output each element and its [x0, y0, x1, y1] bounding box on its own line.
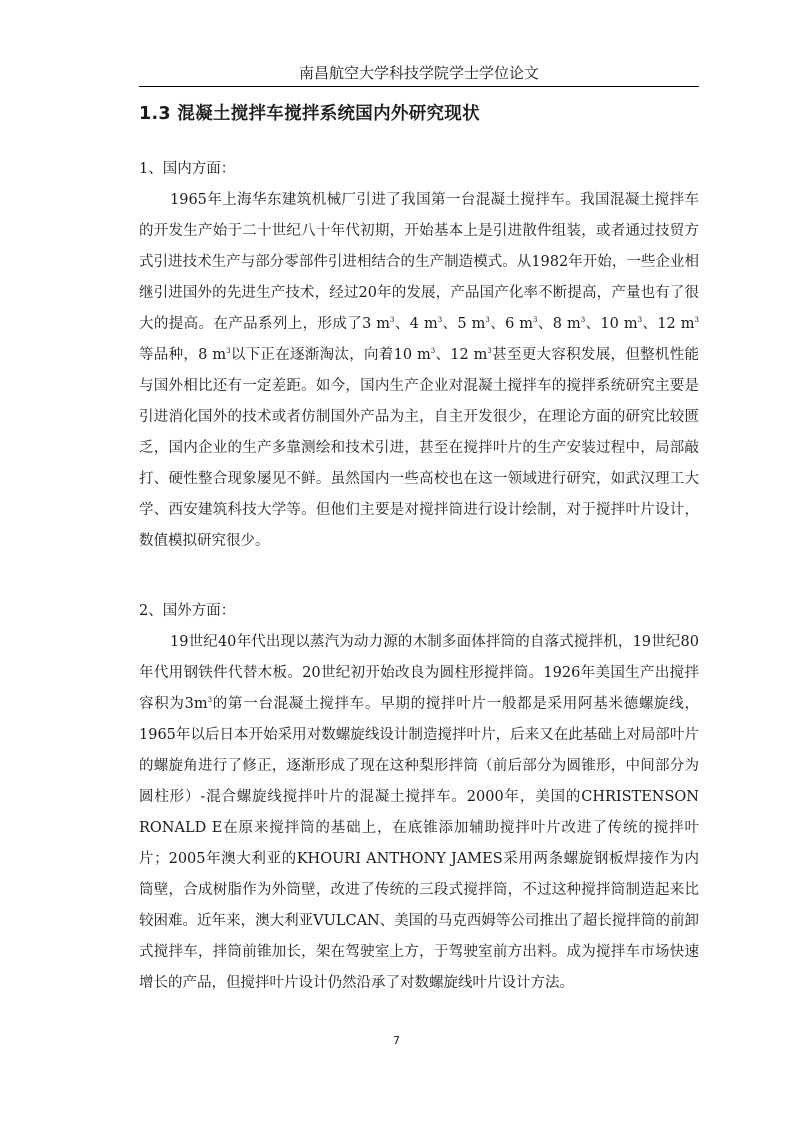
running-header: 南昌航空大学科技学院学士学位论文 — [298, 64, 539, 82]
page-number: 7 — [393, 1034, 400, 1047]
section-number: 1.3 — [139, 104, 171, 124]
domestic-paragraph: 1965年上海华东建筑机械厂引进了我国第一台混凝土搅拌车。我国混凝土搅拌车的开发生产始于二十世纪八十年代初期，开始基本上是引进散件组装，或者通过技贸方式引进技术生产与部分零部件引进相结合的生产制造模式。从1982年开始，一些企业相继引进国外的先进生产技术，经过20年的发展，产品国产化率不断提高，产量也有了很大的提高。在产品系列上，形成了3 $m^3$、4 $m^3$、5 $m^3$、6 $m^3$、8 $m^3$、10 $m^3$、12 $m^3$等品种，8 $m^3$以下正在逐渐淘汰，向着10 $m^3$、12 $m^3$甚至更大容积发展，但整机性能与国外相比还有一定差距。如今，国内生产企业对混凝土搅拌车的搅拌系统研究主要是引进消化国外的技术或者仿制国外产品为主，自主开发很少，在理论方面的研究比较匮乏，国内企业的生产多靠测绘和技术引进，甚至在搅拌叶片的生产安装过程中，局部敲打、硬性整合现象屡见不鲜。虽然国内一些高校也在这一领域进行研究，如武汉理工大学、西安建筑科技大学等。但他们主要是对搅拌筒进行设计绘制，对于搅拌叶片设计，数值模拟研究很少。 — [139, 192, 700, 549]
foreign-paragraph: 19世纪40年代出现以蒸汽为动力源的木制多面体拌筒的自落式搅拌机，19世纪80年代用钢铁件代替木板。20世纪初开始改良为圆柱形搅拌筒。1926年美国生产出搅拌容积为$3m^3$的第一台混凝土搅拌车。早期的搅拌叶片一般都是采用阿基米德螺旋线，1965年以后日本开始采用对数螺旋线设计制造搅拌叶片，后来又在此基础上对局部叶片的螺旋角进行了修正，逐渐形成了现在这种梨形拌筒（前后部分为圆锥形，中间部分为圆柱形）-混合螺旋线搅拌叶片的混凝土搅拌车。2000年，美国的CHRISTENSON RONALD E在原来搅拌筒的基础上，在底锥添加辅助搅拌叶片改进了传统的搅拌叶片；2005年澳大利亚的KHOURI ANTHONY JAMES采用两条螺旋钢板焊接作为内筒壁，合成树脂作为外筒壁，改进了传统的三段式搅拌筒，不过这种搅拌筒制造起来比较困难。近年来，澳大利亚VULCAN、美国的马克西姆等公司推出了超长搅拌筒的前卸式搅拌车，拌筒前锥加长，架在驾驶室上方，于驾驶室前方出料。成为搅拌车市场快速增长的产品，但搅拌叶片设计仍然沿承了对数螺旋线叶片设计方法。 — [139, 634, 699, 991]
header-rule — [139, 86, 699, 87]
domestic-heading: 1、国内方面： — [139, 161, 236, 177]
foreign-section — [139, 596, 699, 999]
section-title — [139, 101, 699, 127]
foreign-heading: 2、国外方面： — [139, 603, 236, 619]
domestic-section — [139, 154, 699, 557]
section-title-text: 混凝土搅拌车搅拌系统国内外研究现状 — [177, 104, 480, 124]
